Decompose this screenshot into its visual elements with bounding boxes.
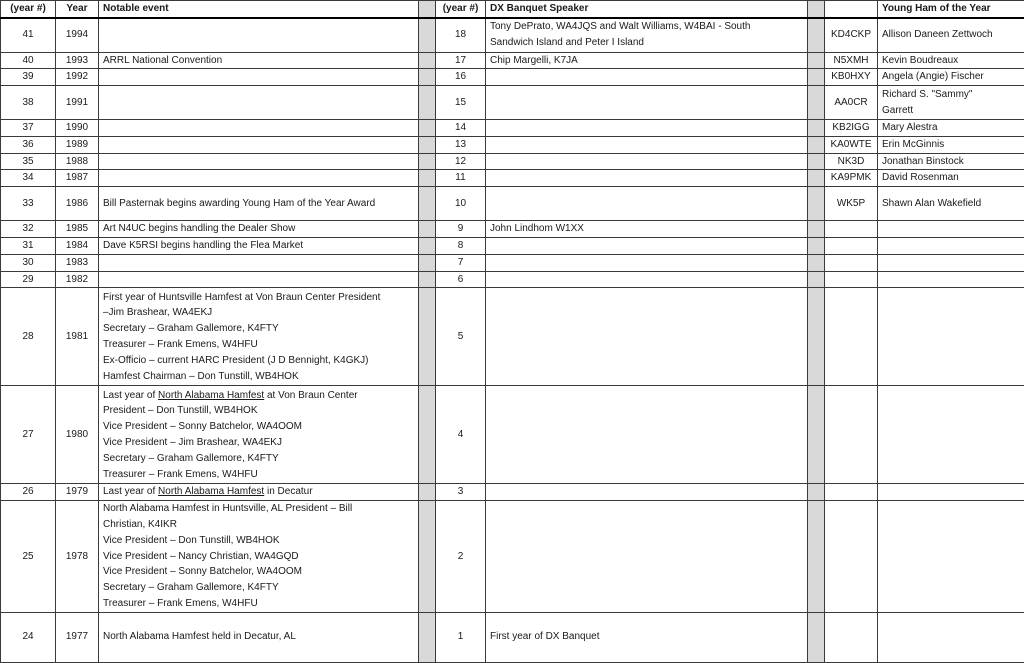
- event-line: North Alabama Hamfest in Huntsville, AL President – Bill: [103, 501, 414, 517]
- year-number-cell: 27: [1, 386, 56, 484]
- dx-year-number-cell: 10: [436, 187, 486, 221]
- year-number-cell: 40: [1, 52, 56, 69]
- dx-banquet-speaker-cell: [486, 501, 808, 613]
- dx-banquet-speaker-cell: [486, 221, 808, 238]
- callsign-cell: [825, 484, 878, 501]
- notable-event-cell: [99, 136, 419, 153]
- notable-event-cell: [99, 221, 419, 238]
- gap-column: [419, 69, 436, 86]
- header-year: Year: [56, 1, 99, 19]
- gap-column: [808, 221, 825, 238]
- table-row: [1, 254, 1024, 271]
- year-number-cell: 24: [1, 612, 56, 662]
- event-line: Secretary – Graham Gallemore, K4FTY: [103, 580, 414, 596]
- event-line: –Jim Brashear, WA4EKJ: [103, 305, 414, 321]
- header-year-number: (year #): [1, 1, 56, 19]
- gap-column: [808, 501, 825, 613]
- notable-event-cell: [99, 18, 419, 52]
- gap-column: [419, 612, 436, 662]
- table-row: [1, 238, 1024, 255]
- gap-column: [419, 386, 436, 484]
- year-number-cell: 35: [1, 153, 56, 170]
- gap-column: [419, 271, 436, 288]
- notable-event-cell: [99, 120, 419, 137]
- table-row: [1, 187, 1024, 221]
- young-ham-name-line: Garrett: [882, 103, 1020, 119]
- dx-year-number-cell: 9: [436, 221, 486, 238]
- header-dx-banquet-speaker: DX Banquet Speaker: [486, 1, 808, 19]
- dx-year-number-cell: 5: [436, 288, 486, 386]
- event-line: First year of Huntsville Hamfest at Von Braun Center President: [103, 290, 414, 306]
- notable-event-cell: [99, 187, 419, 221]
- dx-banquet-speaker-cell: [486, 254, 808, 271]
- dx-year-number-cell: 2: [436, 501, 486, 613]
- table-row: [1, 18, 1024, 52]
- callsign-cell: KD4CKP: [825, 18, 878, 52]
- year-number-cell: 25: [1, 501, 56, 613]
- callsign-cell: [825, 288, 878, 386]
- dx-year-number-cell: 3: [436, 484, 486, 501]
- event-text: Last year of: [103, 390, 158, 401]
- callsign-cell: [825, 254, 878, 271]
- dx-year-number-cell: 8: [436, 238, 486, 255]
- event-line: Vice President – Jim Brashear, WA4EKJ: [103, 435, 414, 451]
- dx-year-number-cell: 18: [436, 18, 486, 52]
- dx-speaker-line: Chip Margelli, K7JA: [490, 53, 803, 69]
- table-row: [1, 221, 1024, 238]
- callsign-cell: [825, 271, 878, 288]
- young-ham-name-cell: [878, 170, 1024, 187]
- event-line: Bill Pasternak begins awarding Young Ham of the Year Award: [103, 196, 414, 212]
- year-number-cell: 39: [1, 69, 56, 86]
- callsign-cell: [825, 238, 878, 255]
- event-line: Art N4UC begins handling the Dealer Show: [103, 221, 414, 237]
- year-cell: 1989: [56, 136, 99, 153]
- gap-column: [419, 1, 436, 19]
- dx-year-number-cell: 11: [436, 170, 486, 187]
- gap-column: [808, 187, 825, 221]
- dx-banquet-speaker-cell: [486, 153, 808, 170]
- table-row: [1, 170, 1024, 187]
- young-ham-name-cell: [878, 288, 1024, 386]
- notable-event-cell: [99, 86, 419, 120]
- table-row: [1, 484, 1024, 501]
- gap-column: [419, 221, 436, 238]
- gap-column: [808, 288, 825, 386]
- notable-event-cell: [99, 271, 419, 288]
- notable-event-cell: [99, 153, 419, 170]
- dx-banquet-speaker-cell: [486, 120, 808, 137]
- gap-column: [808, 238, 825, 255]
- table-row: [1, 52, 1024, 69]
- young-ham-name-line: Angela (Angie) Fischer: [882, 69, 1020, 85]
- callsign-cell: AA0CR: [825, 86, 878, 120]
- young-ham-name-cell: [878, 221, 1024, 238]
- gap-column: [419, 187, 436, 221]
- callsign-cell: KB2IGG: [825, 120, 878, 137]
- notable-event-cell: [99, 612, 419, 662]
- young-ham-name-line: David Rosenman: [882, 170, 1020, 186]
- notable-event-cell: [99, 501, 419, 613]
- dx-banquet-speaker-cell: [486, 69, 808, 86]
- event-line: Treasurer – Frank Emens, W4HFU: [103, 337, 414, 353]
- gap-column: [419, 170, 436, 187]
- callsign-cell: KA9PMK: [825, 170, 878, 187]
- young-ham-name-cell: [878, 386, 1024, 484]
- event-line: Vice President – Nancy Christian, WA4GQD: [103, 549, 414, 565]
- young-ham-name-cell: [878, 612, 1024, 662]
- dx-speaker-line: First year of DX Banquet: [490, 629, 803, 645]
- header-row: [1, 1, 1024, 19]
- dx-banquet-speaker-cell: [486, 52, 808, 69]
- gap-column: [419, 254, 436, 271]
- young-ham-name-line: Jonathan Binstock: [882, 154, 1020, 170]
- table-row: [1, 501, 1024, 613]
- notable-event-cell: [99, 52, 419, 69]
- gap-column: [808, 86, 825, 120]
- table-row: [1, 120, 1024, 137]
- callsign-cell: WK5P: [825, 187, 878, 221]
- dx-banquet-speaker-cell: [486, 18, 808, 52]
- dx-year-number-cell: 1: [436, 612, 486, 662]
- event-line: Secretary – Graham Gallemore, K4FTY: [103, 321, 414, 337]
- gap-column: [808, 170, 825, 187]
- event-line: Secretary – Graham Gallemore, K4FTY: [103, 451, 414, 467]
- event-line: Vice President – Sonny Batchelor, WA4OOM: [103, 564, 414, 580]
- year-cell: 1984: [56, 238, 99, 255]
- gap-column: [808, 153, 825, 170]
- event-line: Vice President – Don Tunstill, WB4HOK: [103, 533, 414, 549]
- gap-column: [419, 153, 436, 170]
- gap-column: [808, 386, 825, 484]
- event-line: Treasurer – Frank Emens, W4HFU: [103, 467, 414, 483]
- callsign-cell: KA0WTE: [825, 136, 878, 153]
- table-row: [1, 69, 1024, 86]
- notable-event-cell: [99, 288, 419, 386]
- gap-column: [808, 120, 825, 137]
- callsign-cell: N5XMH: [825, 52, 878, 69]
- dx-speaker-line: Tony DePrato, WA4JQS and Walt Williams, W4BAI - South: [490, 19, 803, 35]
- gap-column: [419, 484, 436, 501]
- notable-event-cell: [99, 238, 419, 255]
- year-number-cell: 30: [1, 254, 56, 271]
- dx-year-number-cell: 13: [436, 136, 486, 153]
- dx-year-number-cell: 4: [436, 386, 486, 484]
- young-ham-name-cell: [878, 501, 1024, 613]
- gap-column: [808, 612, 825, 662]
- young-ham-name-cell: [878, 238, 1024, 255]
- young-ham-name-cell: [878, 254, 1024, 271]
- young-ham-name-cell: [878, 86, 1024, 120]
- young-ham-name-cell: [878, 136, 1024, 153]
- callsign-cell: KB0HXY: [825, 69, 878, 86]
- year-number-cell: 31: [1, 238, 56, 255]
- year-cell: 1988: [56, 153, 99, 170]
- dx-year-number-cell: 6: [436, 271, 486, 288]
- year-number-cell: 34: [1, 170, 56, 187]
- header-young-ham: Young Ham of the Year: [878, 1, 1024, 19]
- table-row: [1, 288, 1024, 386]
- callsign-cell: [825, 221, 878, 238]
- callsign-cell: [825, 612, 878, 662]
- gap-column: [419, 86, 436, 120]
- callsign-cell: NK3D: [825, 153, 878, 170]
- gap-column: [808, 254, 825, 271]
- year-cell: 1983: [56, 254, 99, 271]
- year-cell: 1992: [56, 69, 99, 86]
- dx-banquet-speaker-cell: [486, 386, 808, 484]
- year-cell: 1991: [56, 86, 99, 120]
- dx-banquet-speaker-cell: [486, 136, 808, 153]
- table-row: [1, 386, 1024, 484]
- year-number-cell: 26: [1, 484, 56, 501]
- year-cell: 1982: [56, 271, 99, 288]
- event-text: at Von Braun Center: [264, 390, 357, 401]
- header-dx-year-number: (year #): [436, 1, 486, 19]
- gap-column: [419, 18, 436, 52]
- year-cell: 1979: [56, 484, 99, 501]
- gap-column: [808, 136, 825, 153]
- event-line: Christian, K4IKR: [103, 517, 414, 533]
- year-cell: 1994: [56, 18, 99, 52]
- table-row: [1, 612, 1024, 662]
- young-ham-name-line: Allison Daneen Zettwoch: [882, 27, 1020, 43]
- young-ham-name-line: Kevin Boudreaux: [882, 53, 1020, 69]
- notable-event-cell: [99, 484, 419, 501]
- year-cell: 1987: [56, 170, 99, 187]
- dx-year-number-cell: 15: [436, 86, 486, 120]
- year-cell: 1990: [56, 120, 99, 137]
- gap-column: [808, 52, 825, 69]
- young-ham-name-cell: [878, 153, 1024, 170]
- year-number-cell: 41: [1, 18, 56, 52]
- gap-column: [419, 501, 436, 613]
- year-number-cell: 28: [1, 288, 56, 386]
- dx-banquet-speaker-cell: [486, 86, 808, 120]
- dx-banquet-speaker-cell: [486, 612, 808, 662]
- gap-column: [419, 288, 436, 386]
- event-line: North Alabama Hamfest held in Decatur, AL: [103, 629, 414, 645]
- dx-year-number-cell: 7: [436, 254, 486, 271]
- table-row: [1, 136, 1024, 153]
- year-cell: 1993: [56, 52, 99, 69]
- event-text: Last year of: [103, 486, 158, 497]
- gap-column: [419, 120, 436, 137]
- notable-event-cell: [99, 69, 419, 86]
- young-ham-name-cell: [878, 484, 1024, 501]
- callsign-cell: [825, 501, 878, 613]
- young-ham-name-line: Richard S. "Sammy": [882, 87, 1020, 103]
- gap-column: [808, 18, 825, 52]
- year-number-cell: 32: [1, 221, 56, 238]
- table-row: [1, 271, 1024, 288]
- dx-banquet-speaker-cell: [486, 484, 808, 501]
- young-ham-name-cell: [878, 18, 1024, 52]
- dx-speaker-line: Sandwich Island and Peter I Island: [490, 35, 803, 51]
- dx-speaker-line: John Lindhom W1XX: [490, 221, 803, 237]
- young-ham-name-cell: [878, 271, 1024, 288]
- dx-year-number-cell: 16: [436, 69, 486, 86]
- event-line: Hamfest Chairman – Don Tunstill, WB4HOK: [103, 369, 414, 385]
- event-text: in Decatur: [264, 486, 312, 497]
- gap-column: [808, 1, 825, 19]
- year-cell: 1978: [56, 501, 99, 613]
- event-line: Ex-Officio – current HARC President (J D Bennight, K4GKJ): [103, 353, 414, 369]
- event-line: President – Don Tunstill, WB4HOK: [103, 403, 414, 419]
- young-ham-name-cell: [878, 52, 1024, 69]
- event-line: ARRL National Convention: [103, 53, 414, 69]
- young-ham-name-line: Shawn Alan Wakefield: [882, 196, 1020, 212]
- year-cell: 1977: [56, 612, 99, 662]
- notable-event-cell: [99, 386, 419, 484]
- year-number-cell: 29: [1, 271, 56, 288]
- gap-column: [808, 271, 825, 288]
- table-row: [1, 86, 1024, 120]
- event-line: Treasurer – Frank Emens, W4HFU: [103, 596, 414, 612]
- year-number-cell: 33: [1, 187, 56, 221]
- year-number-cell: 38: [1, 86, 56, 120]
- notable-event-cell: [99, 170, 419, 187]
- dx-year-number-cell: 14: [436, 120, 486, 137]
- hamfest-name-underlined: North Alabama Hamfest: [158, 390, 264, 401]
- callsign-cell: [825, 386, 878, 484]
- year-cell: 1985: [56, 221, 99, 238]
- header-notable-event: Notable event: [99, 1, 419, 19]
- young-ham-name-line: Erin McGinnis: [882, 137, 1020, 153]
- dx-banquet-speaker-cell: [486, 271, 808, 288]
- year-cell: 1981: [56, 288, 99, 386]
- event-line: Dave K5RSI begins handling the Flea Market: [103, 238, 414, 254]
- notable-event-cell: [99, 254, 419, 271]
- young-ham-name-line: Mary Alestra: [882, 120, 1020, 136]
- gap-column: [808, 484, 825, 501]
- hamfest-name-underlined: North Alabama Hamfest: [158, 486, 264, 497]
- dx-banquet-speaker-cell: [486, 187, 808, 221]
- year-number-cell: 36: [1, 136, 56, 153]
- event-line: [103, 484, 414, 500]
- event-line: [103, 388, 414, 404]
- gap-column: [419, 238, 436, 255]
- dx-banquet-speaker-cell: [486, 170, 808, 187]
- dx-banquet-speaker-cell: [486, 288, 808, 386]
- year-number-cell: 37: [1, 120, 56, 137]
- event-line: Vice President – Sonny Batchelor, WA4OOM: [103, 419, 414, 435]
- table-row: [1, 153, 1024, 170]
- young-ham-name-cell: [878, 187, 1024, 221]
- gap-column: [419, 136, 436, 153]
- young-ham-name-cell: [878, 120, 1024, 137]
- dx-year-number-cell: 17: [436, 52, 486, 69]
- year-cell: 1986: [56, 187, 99, 221]
- dx-banquet-speaker-cell: [486, 238, 808, 255]
- dx-year-number-cell: 12: [436, 153, 486, 170]
- year-cell: 1980: [56, 386, 99, 484]
- gap-column: [419, 52, 436, 69]
- young-ham-name-cell: [878, 69, 1024, 86]
- gap-column: [808, 69, 825, 86]
